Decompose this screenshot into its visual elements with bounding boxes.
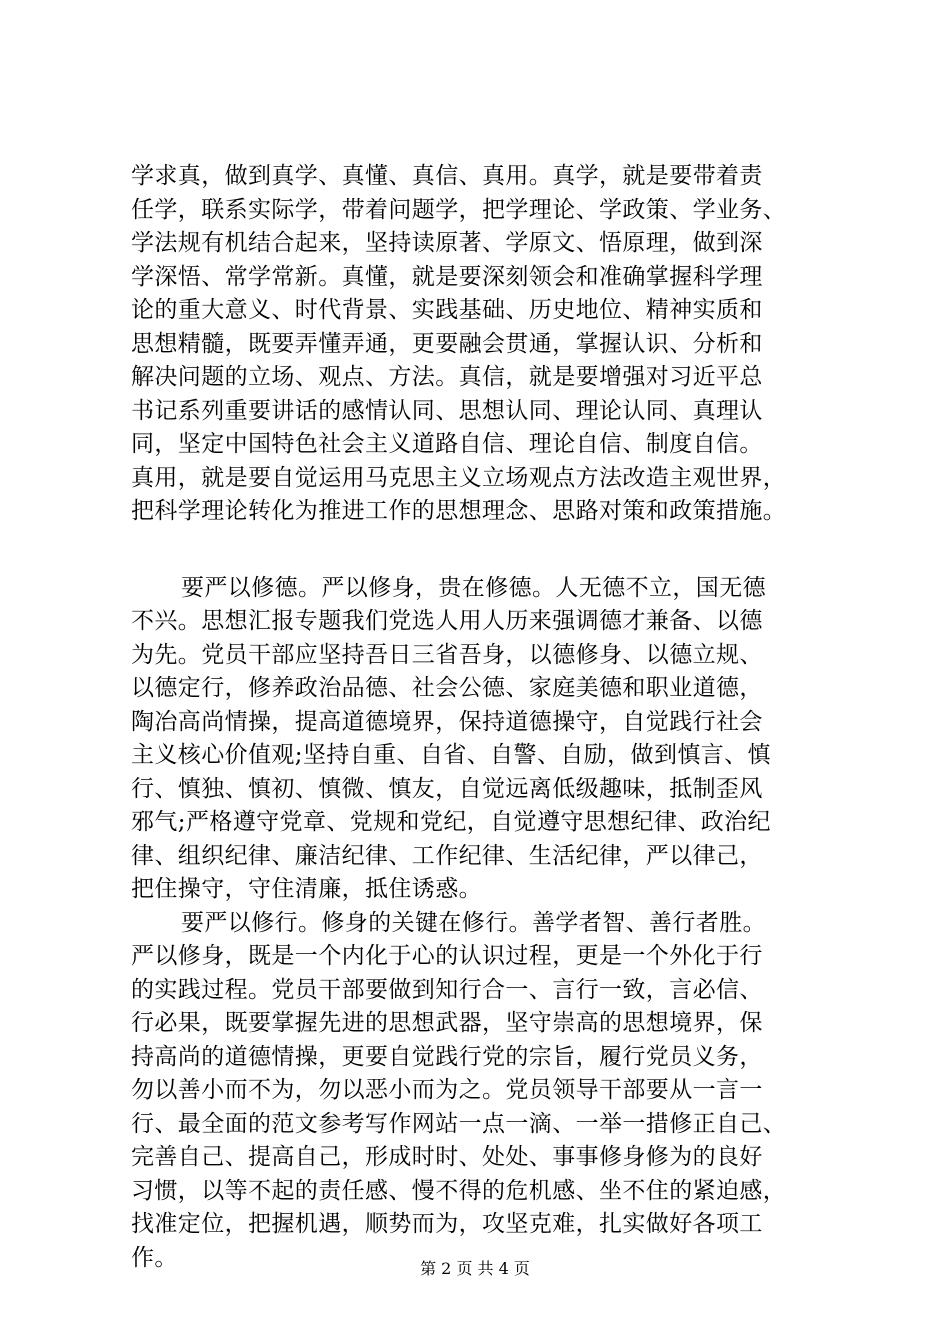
text-line: 书记系列重要讲话的感情认同、思想认同、理论认同、真理认 xyxy=(131,397,763,424)
text-line: 行、慎独、慎初、慎微、慎友，自觉远离低级趣味，抵制歪风 xyxy=(131,775,763,802)
text-line: 找准定位，把握机遇，顺势而为，攻坚克难，扎实做好各项工 xyxy=(131,1211,763,1237)
paragraph-study xyxy=(131,160,831,529)
text-line: 把科学理论转化为推进工作的思想理念、思路对策和政策措施。 xyxy=(131,498,787,524)
text-line: 要严以修德。严以修身，贵在修德。人无德不立，国无德 xyxy=(181,574,766,601)
text-line: 邪气;严格遵守党章、党规和党纪，自觉遵守思想纪律、政治纪 xyxy=(131,809,771,835)
page-footer xyxy=(0,1259,950,1279)
text-line: 把住操守，守住清廉，抵住诱惑。 xyxy=(131,876,482,902)
text-line: 解决问题的立场、观点、方法。真信，就是要增强对习近平总 xyxy=(131,364,763,390)
text-line: 学法规有机结合起来，坚持读原著、学原文、悟原理，做到深 xyxy=(131,230,763,256)
text-line: 作。 xyxy=(131,1244,178,1271)
text-line: 真用，就是要自觉运用马克思主义立场观点方法改造主观世界， xyxy=(131,464,787,491)
paragraph-conduct xyxy=(131,907,831,1276)
text-line: 论的重大意义、时代背景、实践基础、历史地位、精神实质和 xyxy=(131,297,763,323)
text-line: 思想精髓，既要弄懂弄通，更要融会贯通，掌握认识、分析和 xyxy=(131,330,763,357)
text-line: 不兴。思想汇报专题我们党选人用人历来强调德才兼备、以德 xyxy=(131,608,763,634)
text-line: 行、最全面的范文参考写作网站一点一滴、一举一措修正自己、 xyxy=(131,1110,787,1137)
text-line: 同，坚定中国特色社会主义道路自信、理论自信、制度自信。 xyxy=(131,431,763,457)
paragraph-gap xyxy=(131,529,831,572)
page-number-label: 第 2 页 共 4 页 xyxy=(420,1259,530,1278)
text-line: 习惯，以等不起的责任感、慢不得的危机感、坐不住的紧迫感， xyxy=(131,1177,787,1204)
text-line: 陶冶高尚情操，提高道德境界，保持道德操守，自觉践行社会 xyxy=(131,708,763,735)
text-line: 学深悟、常学常新。真懂，就是要深刻领会和准确掌握科学理 xyxy=(131,263,763,290)
text-line: 学求真，做到真学、真懂、真信、真用。真学，就是要带着责 xyxy=(131,163,763,189)
text-line: 持高尚的道德情操，更要自觉践行党的宗旨，履行党员义务， xyxy=(131,1043,763,1070)
text-line: 完善自己、提高自己，形成时时、处处、事事修身修为的良好 xyxy=(131,1144,763,1170)
text-line: 行必果，既要掌握先进的思想武器，坚守崇高的思想境界，保 xyxy=(131,1010,763,1036)
document-body xyxy=(131,160,831,1275)
text-line: 任学，联系实际学，带着问题学，把学理论、学政策、学业务、 xyxy=(131,196,787,223)
text-line: 的实践过程。党员干部要做到知行合一、言行一致，言必信、 xyxy=(131,976,763,1003)
text-line: 严以修身，既是一个内化于心的认识过程，更是一个外化于行 xyxy=(131,943,763,969)
text-line: 律、组织纪律、廉洁纪律、工作纪律、生活纪律，严以律己， xyxy=(131,842,763,869)
text-line: 要严以修行。修身的关键在修行。善学者智、善行者胜。 xyxy=(181,909,766,936)
paragraph-virtue xyxy=(131,572,831,907)
text-line: 勿以善小而不为，勿以恶小而为之。党员领导干部要从一言一 xyxy=(131,1077,763,1103)
text-line: 为先。党员干部应坚持吾日三省吾身，以德修身、以德立规、 xyxy=(131,641,763,668)
text-line: 主义核心价值观;坚持自重、自省、自警、自励，做到慎言、慎 xyxy=(131,742,771,768)
text-line: 以德定行，修养政治品德、社会公德、家庭美德和职业道德， xyxy=(131,675,763,701)
